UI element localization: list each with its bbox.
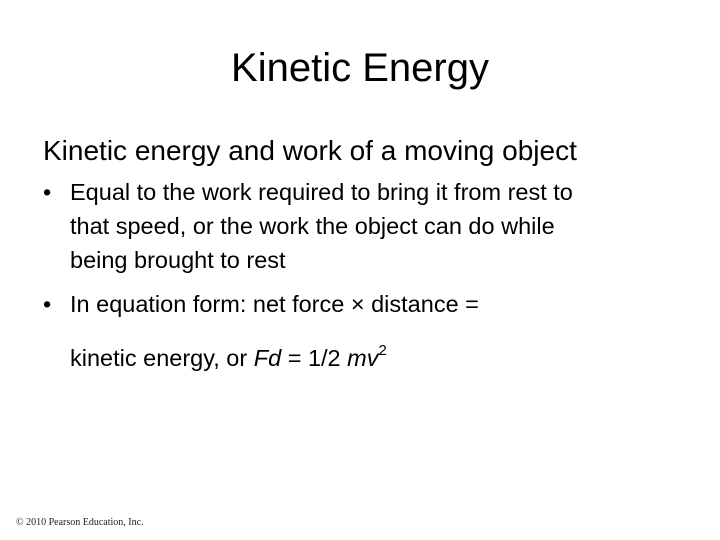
bullet-text-1 — [70, 175, 683, 277]
bullet-2-line-1: In equation form: net force × distance = — [70, 291, 479, 317]
equation-exponent: 2 — [378, 342, 387, 359]
equation-prefix: kinetic energy, or — [70, 345, 254, 371]
bullet-item-2 — [43, 285, 683, 377]
slide-title: Kinetic Energy — [231, 46, 489, 90]
bullet-1-line-1: Equal to the work required to bring it from rest to — [70, 179, 573, 205]
bullet-1-line-2: that speed, or the work the object can do while — [70, 213, 555, 239]
slide-heading: Kinetic energy and work of a moving object — [43, 135, 577, 166]
equation-equals: = 1/2 — [281, 345, 348, 371]
equation-rhs: mv — [347, 345, 379, 371]
bullet-1-line-3: being brought to rest — [70, 247, 286, 273]
bullet-marker: • — [43, 291, 52, 317]
bullet-text-2 — [70, 285, 683, 377]
copyright-footer: © 2010 Pearson Education, Inc. — [16, 517, 144, 528]
bullet-marker: • — [43, 179, 52, 205]
bullet-2-line-2 — [70, 339, 683, 377]
bullet-item-1 — [43, 175, 683, 277]
equation-lhs: Fd — [253, 345, 282, 371]
